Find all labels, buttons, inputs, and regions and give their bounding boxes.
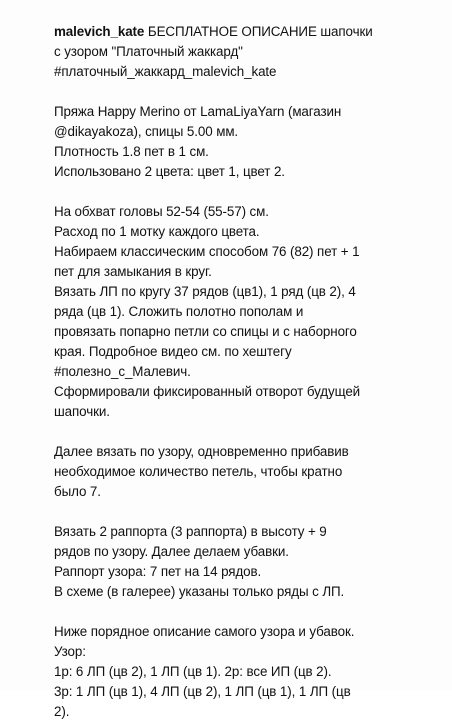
caption-line-repeat-size: Раппорт узора: 7 пет на 14 рядов.	[54, 564, 262, 579]
spacer	[54, 82, 432, 102]
caption-line-store[interactable]: @dikayakoza), спицы 5.00 мм.	[54, 124, 239, 139]
caption-line-rows: Вязать ЛП по кругу 37 рядов (цв1), 1 ряд (цв 2), 4	[54, 284, 356, 299]
caption-line-yarn: Пряжа Happy Merino от LamaLiyaYarn (магазин	[54, 104, 342, 119]
hashtag-link[interactable]: #платочный_жаккард_malevich_kate	[54, 64, 277, 79]
caption-line-decrease: рядов по узору. Далее делаем убавки.	[54, 544, 289, 559]
caption-line-cast-on-2: пет для замыкания в круг.	[54, 264, 212, 279]
caption-line-row-3: 3р: 1 ЛП (цв 1), 4 ЛП (цв 2), 1 ЛП (цв 1), 1 ЛП (цв	[54, 684, 351, 699]
username[interactable]: malevich_kate	[54, 24, 145, 39]
caption-line-row-3-end: 2).	[54, 704, 70, 719]
caption-line-repeats: Вязать 2 раппорта (3 раппорта) в высоту + 9	[54, 524, 327, 539]
caption-line-chart-note: В схеме (в галерее) указаны только ряды с ЛП.	[54, 584, 345, 599]
caption-line-pattern: Далее вязать по узору, одновременно прибавив	[54, 444, 349, 459]
caption-line-brim: Сформировали фиксированный отворот будущей	[54, 384, 361, 399]
spacer	[54, 502, 432, 522]
spacer	[54, 182, 432, 202]
caption-line-size: На обхват головы 52-54 (55-57) см.	[54, 204, 269, 219]
caption-line-gauge: Плотность 1.8 пет в 1 см.	[54, 144, 209, 159]
caption-line-row-1: 1р: 6 ЛП (цв 2), 1 ЛП (цв 1). 2р: все ИП (цв 2).	[54, 664, 332, 679]
caption-line-join: провязать попарно петли со спицы и с наборного	[54, 324, 357, 339]
spacer	[54, 422, 432, 442]
spacer	[54, 602, 432, 622]
hashtag-link-useful[interactable]: #полезно_с_Малевич.	[54, 364, 191, 379]
caption-line-colors: Использовано 2 цвета: цвет 1, цвет 2.	[54, 164, 285, 179]
caption-line-pattern-heading: Узор:	[54, 644, 86, 659]
caption-line-consumption: Расход по 1 мотку каждого цвета.	[54, 224, 260, 239]
caption-line-1: malevich_kate БЕСПЛАТНОЕ ОПИСАНИЕ шапочки	[54, 24, 373, 39]
caption-line-pattern-3: было 7.	[54, 484, 101, 499]
caption-line-fold: ряда (цв 1). Сложить полотно пополам и	[54, 304, 304, 319]
caption-line-video: края. Подробное видео см. по хештегу	[54, 344, 292, 359]
caption-line-brim-2: шапочки.	[54, 404, 110, 419]
caption-line-pattern-2: необходимое количество петель, чтобы кратно	[54, 464, 343, 479]
caption-line-description: Ниже порядное описание самого узора и убавок.	[54, 624, 355, 639]
caption-line-cast-on: Набираем классическим способом 76 (82) пет + 1	[54, 244, 360, 259]
caption-line-2: с узором "Платочный жаккард"	[54, 44, 243, 59]
